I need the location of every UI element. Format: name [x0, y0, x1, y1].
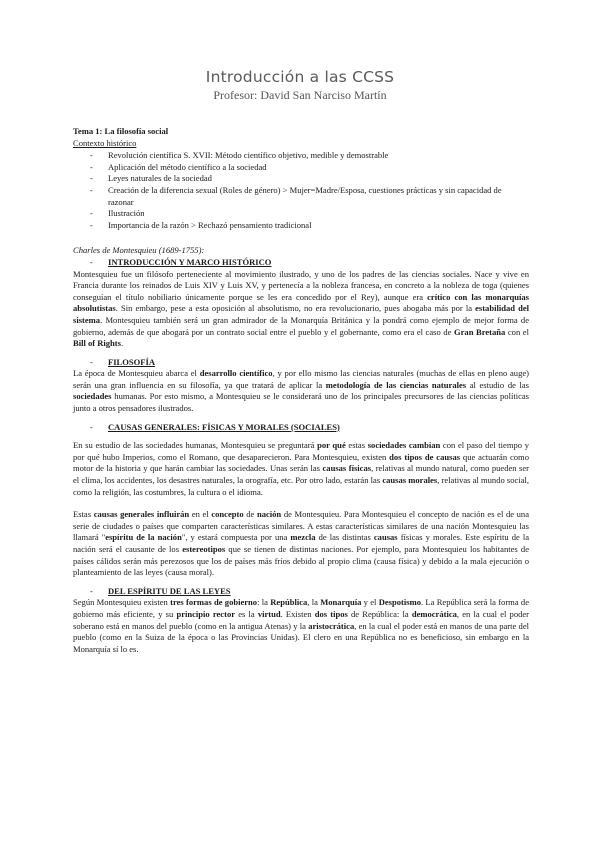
document-subtitle: Profesor: David San Narciso Martín — [213, 88, 387, 102]
list-item: - Creación de la diferencia sexual (Roles de género) > Mujer=Madre/Esposa, cuestiones prácticas y sin capacidad de razonar — [90, 184, 502, 207]
section-paragraph-filosofia: La época de Montesquieu abarca el desarrollo científico, y por ello mismo las ciencias naturales (muchas de ellas en pleno auge) serán una gran influencia en su filosofía, ya que tratará de aplicar la metodología de las ciencias naturales al estudio de las sociedades humanas. Por esto mismo, a Montesquieu se le considerará uno de los principales precursores de las ciencias políticas junto a otros pensadores ilustrados. — [73, 368, 530, 414]
context-label: Contexto histórico — [73, 137, 137, 148]
bullet-dash: - — [90, 256, 93, 267]
section-paragraph-intro: Montesquieu fue un filósofo perteneciente al movimiento ilustrado, y uno de los padres de las ciencias sociales. Nace y vive en Francia durante los reinados de Luis XIV y Luis XV, y pertenecía a la nobleza francesa, en concreto a la nobleza de toga (quienes conseguían el título nobiliario únicamente porque se les era concedido por el Rey), aunque era crítico con las monarquías absolutistas. Sin embargo, pese a esta oposición al absolutismo, no era revolucionario, pues abogaba más por la estabilidad del sistema. Montesquieu también será un gran admirador de la Monarquía Británica y la pondrá como ejemplo de mejor forma de gobierno, además de que abogará por un contrato social entre el pueblo y el gobernante, como era el caso de Gran Bretaña con el Bill of Rights. — [73, 268, 529, 349]
tema-title: Tema 1: La filosofía social — [73, 126, 169, 136]
bullet-dash: - — [90, 421, 93, 432]
section-heading-intro: - INTRODUCCIÓN Y MARCO HISTÓRICO — [90, 256, 272, 267]
section-heading-leyes: - DEL ESPÍRITU DE LAS LEYES — [90, 585, 231, 596]
section-heading-causas: - CAUSAS GENERALES: FÍSICAS Y MORALES (SOCIALES) — [90, 421, 340, 432]
list-item: - Revolución científica S. XVII: Método científico objetivo, medible y demostrable — [90, 150, 389, 161]
section-paragraph-causas-1: En su estudio de las sociedades humanas, Montesquieu se preguntará por qué estas sociedades cambian con el paso del tiempo y por qué hubo Imperios, como el Romano, que desaparecieron. Para Montesquieu, existen dos tipos de causas que actuarán como motor de la historia y que harán cambiar las sociedades. Unas serán las causas físicas, relativas al mundo natural, como pueden ser el clima, los accidentes, los desastres naturales, la orografía, etc. Por otro lado, estarán las causas morales, relativas al mundo social, como la religión, las costumbres, la cultura o el idioma. — [73, 440, 530, 497]
bullet-dash: - — [90, 356, 93, 367]
section-heading-filosofia: - FILOSOFÍA — [90, 356, 156, 367]
bullet-dash: - — [90, 173, 93, 184]
bullet-dash: - — [90, 184, 93, 195]
author-heading: Charles de Montesquieu (1689-1755): — [73, 245, 205, 256]
list-item: - Leyes naturales de la sociedad — [90, 173, 212, 184]
bullet-dash: - — [90, 161, 93, 172]
context-list — [73, 150, 529, 231]
document-title: Introducción a las CCSS — [205, 68, 395, 86]
document-body — [73, 126, 529, 655]
section-paragraph-leyes: Según Montesquieu existen tres formas de gobierno: la República, la Monarquía y el Despotismo. La República será la forma de gobierno más eficiente, y su principio rector es la virtud. Existen dos tipos de República: la democrática, en la cual el poder soberano está en manos del pueblo (como en la antigua Atenas) y la aristocrática, en la cual el poder está en manos de una parte del pueblo (como en la Suiza de la época o las Provincias Unidas). El clero en una República no es beneficioso, sin embargo en la Monarquía sí lo es. — [73, 597, 530, 654]
bullet-dash: - — [90, 208, 93, 219]
list-item: - Importancia de la razón > Rechazó pensamiento tradicional — [90, 219, 312, 230]
list-item: - Aplicación del método científico a la sociedad — [90, 161, 267, 172]
bullet-dash: - — [90, 150, 93, 161]
list-item: - Ilustración — [90, 208, 145, 219]
bullet-dash: - — [90, 219, 93, 230]
bullet-dash: - — [90, 585, 93, 596]
section-paragraph-causas-2: Estas causas generales influirán en el concepto de nación de Montesquieu. Para Montesquieu el concepto de nación es el de una serie de ciudades o países que comparten características similares. A estas características similares de una nación Montesquieu las llamará "espíritu de la nación", y estará compuesta por una mezcla de las distintas causas físicas y morales. Este espíritu de la nación será el causante de los estereotipos que se tienen de distintas naciones. Por ejemplo, para Montesquieu los habitantes de países cálidos serán más perezosos que los de países más fríos debido al propio clima (causa física) y debido a la mala ejecución o planteamiento de las leyes (causa moral). — [73, 509, 530, 578]
